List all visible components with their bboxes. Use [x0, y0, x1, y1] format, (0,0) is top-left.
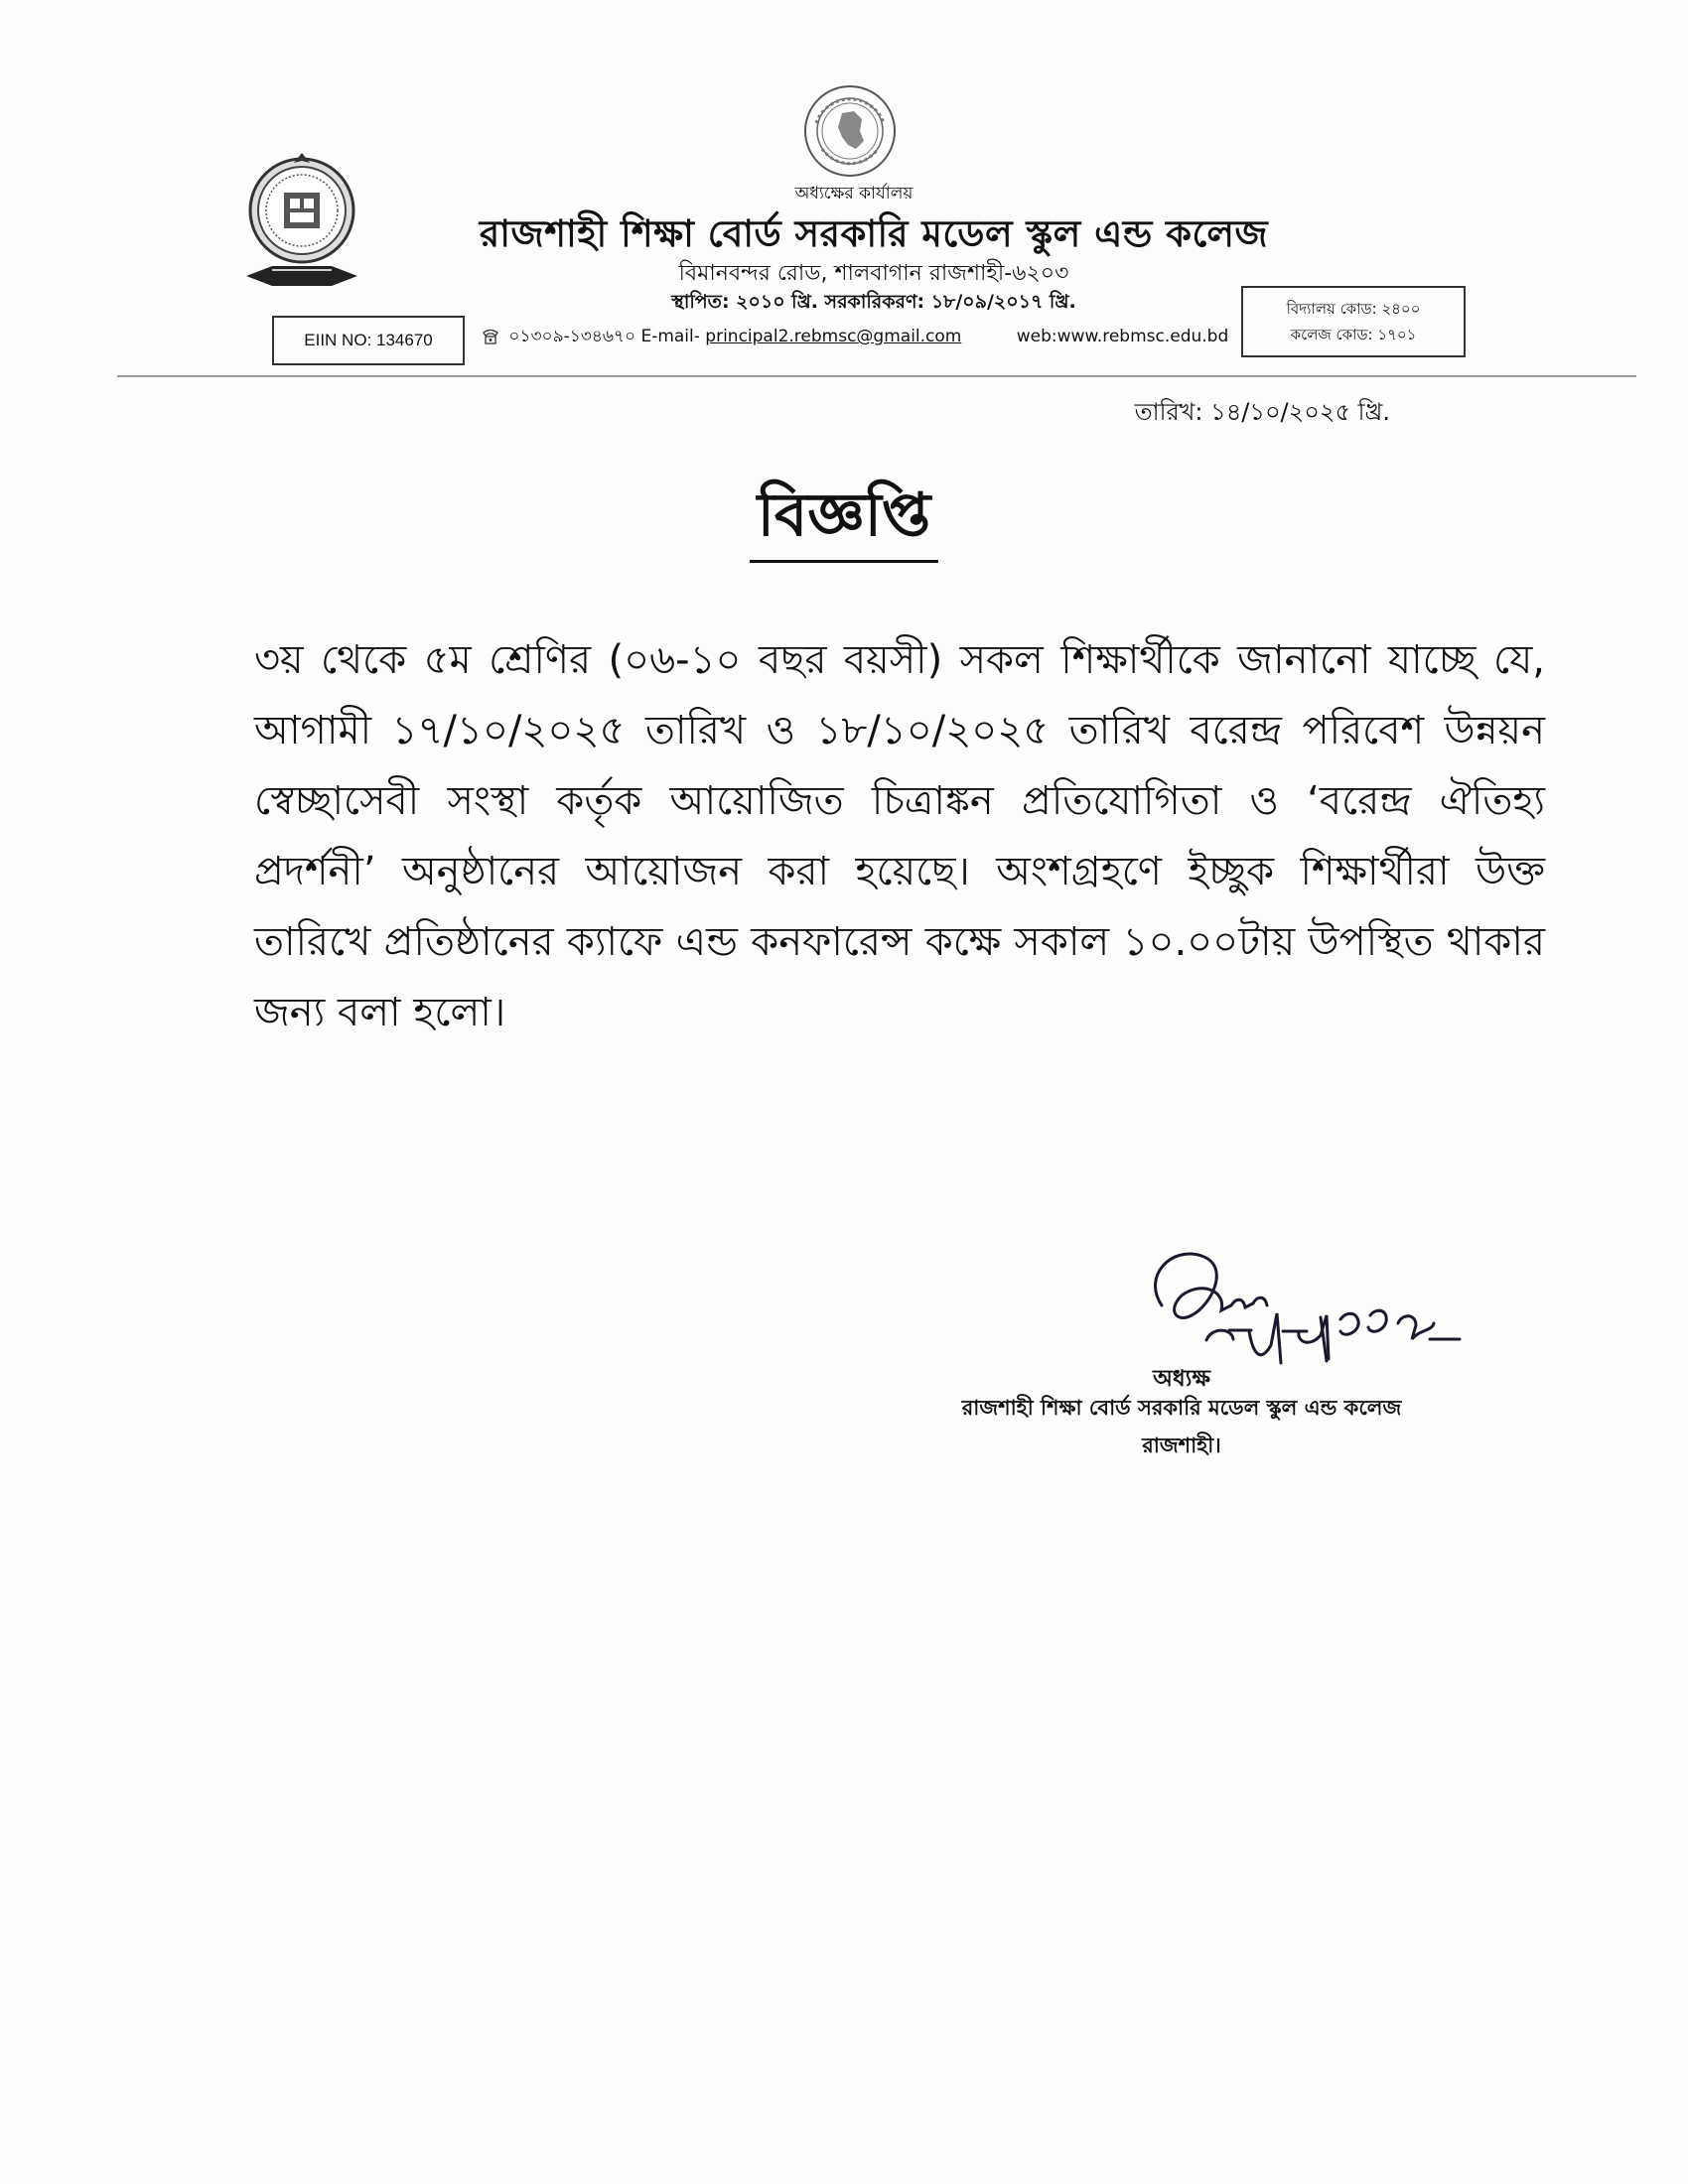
contact-line: [482, 324, 1236, 351]
email-label: E-mail-: [640, 327, 700, 346]
school-crest-icon: [242, 149, 361, 304]
school-code: বিদ্যালয় কোড: ২৪০০: [1286, 300, 1421, 318]
phone-number: ০১৩০৯-১৩৪৬৭০: [508, 327, 636, 346]
school-address: বিমানবন্দর রোড, শালবাগান রাজশাহী-৬২০৩: [678, 261, 1069, 286]
website-link[interactable]: web:www.rebmsc.edu.bd: [1016, 327, 1229, 346]
code-box: [1241, 286, 1466, 357]
notice-date: তারিখ: ১৪/১০/২০২৫ খ্রি.: [1134, 398, 1390, 426]
notice-title-text: বিজ্ঞপ্তি: [750, 473, 938, 563]
bangladesh-govt-seal-icon: [802, 83, 898, 179]
established-info: স্থাপিত: ২০১০ খ্রি. সরকারিকরণ: ১৮/০৯/২০১৭ খ্রি.: [671, 291, 1076, 313]
phone-icon: [482, 329, 499, 344]
signatory-designation: অধ্যক্ষ: [1152, 1366, 1211, 1392]
notice-body: ৩য় থেকে ৫ম শ্রেণির (০৬-১০ বছর বয়সী) সকল শিক্ষার্থীকে জানানো যাচ্ছে যে, আগামী ১৭/১০/২০২৫ তারিখ ও ১৮/১০/২০২৫ তারিখ বরেন্দ্র পরিবেশ উন্নয়ন স্বেচ্ছাসেবী সংস্থা কর্তৃক আয়োজিত চিত্রাঙ্কন প্রতিযোগিতা ও ‘বরেন্দ্র ঐতিহ্য প্রদর্শনী’ অনুষ্ঠানের আয়োজন করা হয়েছে। অংশগ্রহণে ইচ্ছুক শিক্ষার্থীরা উক্ত তারিখে প্রতিষ্ঠানের ক্যাফে এন্ড কনফারেন্স কক্ষে সকাল ১০.০০টায় উপস্থিত থাকার জন্য বলা হলো।: [254, 637, 1545, 1035]
signatory-organization: রাজশাহী শিক্ষা বোর্ড সরকারি মডেল স্কুল এন্ড কলেজ: [961, 1396, 1402, 1420]
email-link[interactable]: principal2.rebmsc@gmail.com: [705, 327, 962, 346]
notice-title: [0, 473, 1688, 563]
header-divider: [117, 375, 1636, 377]
eiin-box: EIIN NO: 134670: [272, 316, 465, 365]
signatory-city: রাজশাহী।: [1142, 1433, 1221, 1457]
school-name: রাজশাহী শিক্ষা বোর্ড সরকারি মডেল স্কুল এন্ড কলেজ: [479, 212, 1269, 255]
college-code: কলেজ কোড: ১৭০১: [1290, 326, 1417, 343]
office-label: অধ্যক্ষের কার্যালয়: [794, 184, 914, 204]
